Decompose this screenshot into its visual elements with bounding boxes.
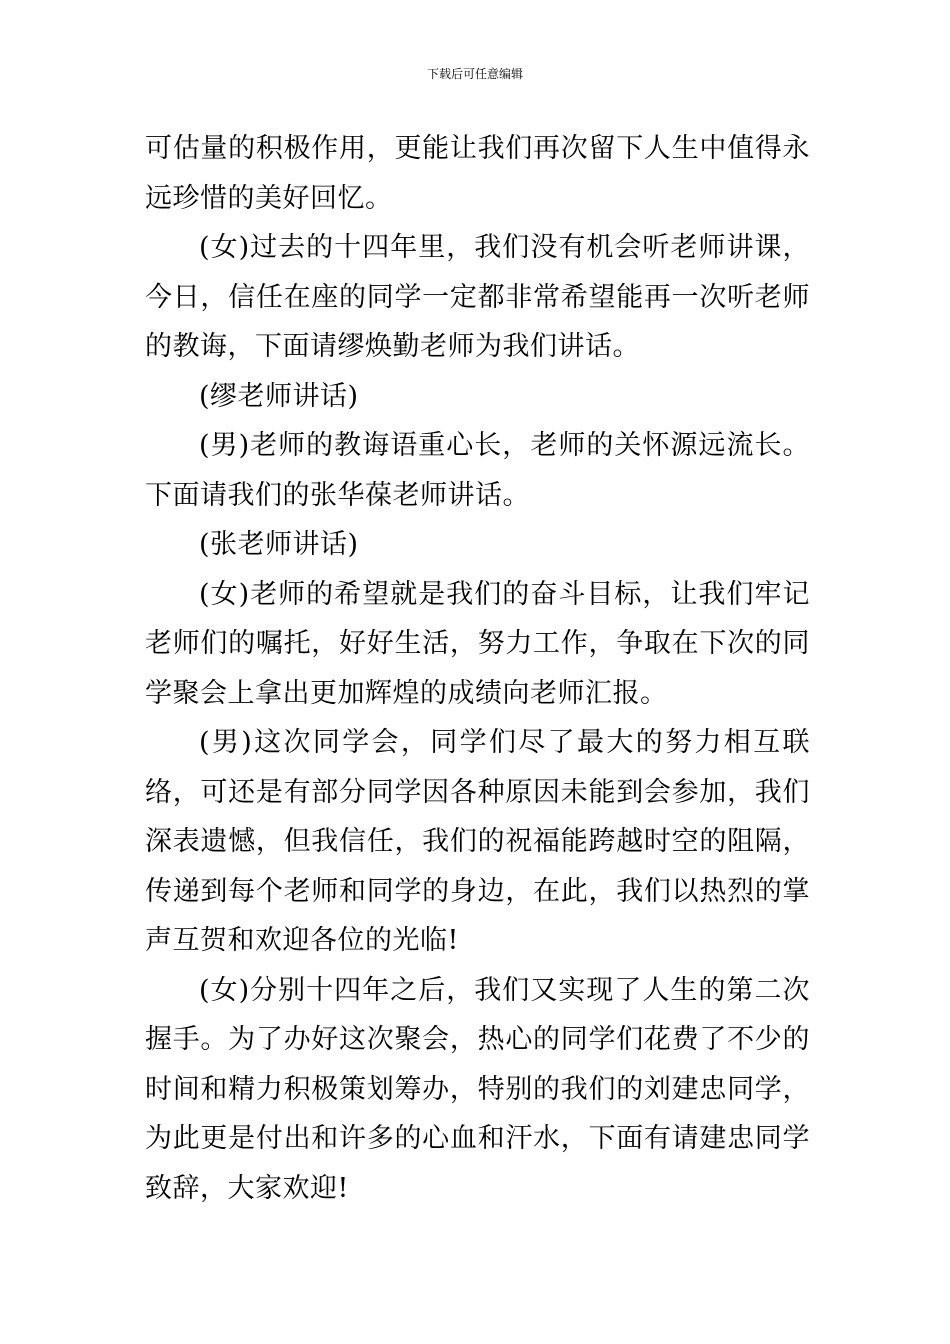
paragraph-female-host-goals: (女)老师的希望就是我们的奋斗目标，让我们牢记老师们的嘱托，好好生活，努力工作，争取在下次的同学聚会上拿出更加辉煌的成绩向老师汇报。 (145, 578, 810, 709)
document-body (145, 124, 810, 1213)
page-header: 下载后可任意编辑 (426, 67, 523, 81)
paragraph-continuation: 可估量的积极作用，更能让我们再次留下人生中值得永远珍惜的美好回忆。 (145, 133, 810, 214)
paragraph-stage-note-miao: (缪老师讲话) (199, 380, 359, 412)
paragraph-female-host-intro-miao: (女)过去的十四年里，我们没有机会听老师讲课，今日，信任在座的同学一定都非常希望能再一次听老师的教诲，下面请缪焕勤老师为我们讲话。 (145, 232, 810, 362)
paragraph-male-host-intro-zhang: (男)老师的教诲语重心长，老师的关怀源远流长。下面请我们的张华葆老师讲话。 (145, 430, 810, 511)
paragraph-female-host-intro-liu: (女)分别十四年之后，我们又实现了人生的第二次握手。为了办好这次聚会，热心的同学们花费了不少的时间和精力积极策划筹办，特别的我们的刘建忠同学，为此更是付出和许多的心血和汗水，下面有请建忠同学致辞，大家欢迎! (145, 974, 810, 1204)
paragraph-male-host-welcome: (男)这次同学会，同学们尽了最大的努力相互联络，可还是有部分同学因各种原因未能到会参加，我们深表遗憾，但我信任，我们的祝福能跨越时空的阻隔，传递到每个老师和同学的身边，在此，我们以热烈的掌声互贺和欢迎各位的光临! (145, 727, 810, 956)
paragraph-stage-note-zhang: (张老师讲话) (199, 529, 359, 560)
